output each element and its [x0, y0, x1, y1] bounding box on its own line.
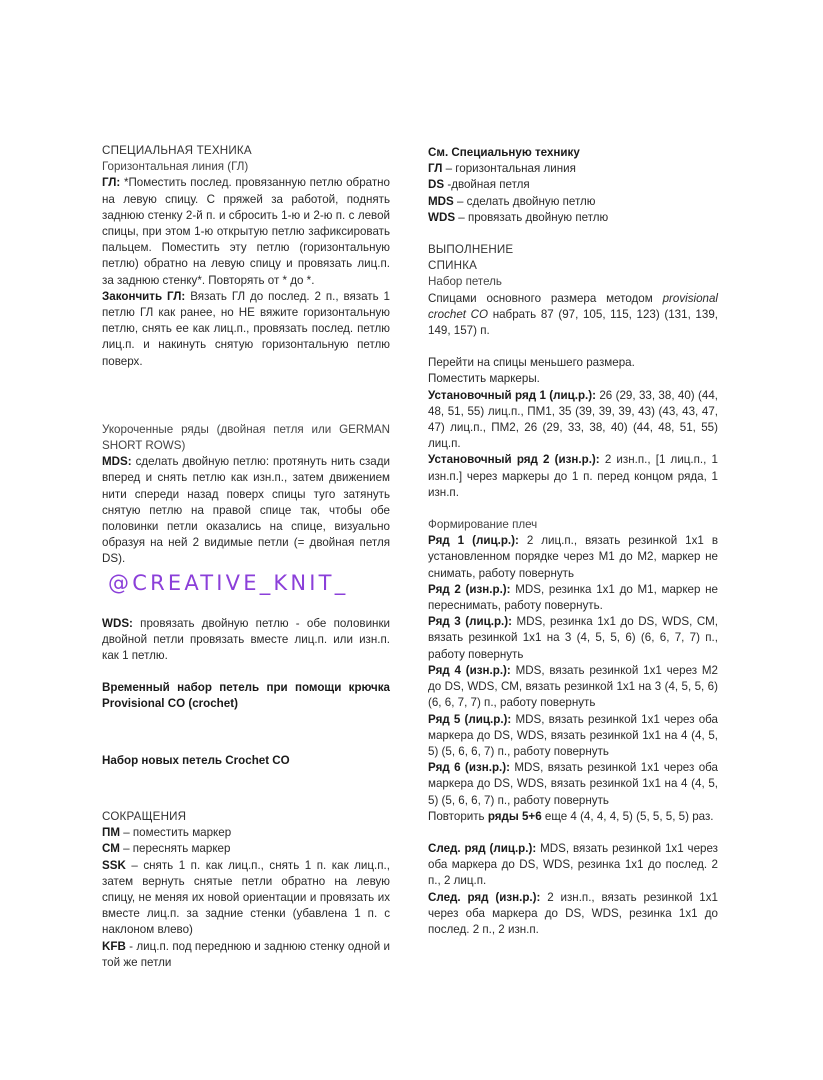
cast-on-title: Набор петель [428, 275, 502, 289]
back-title: СПИНКА [428, 259, 478, 273]
mds-term: MDS: [102, 455, 132, 469]
row-instruction: Ряд 1 (лиц.р.): 2 лиц.п., вязать резинкой 1х1 в установленном порядке через М1 до М2, маркер не снимать, работу повернуть [428, 534, 719, 580]
row-instruction: Ряд 5 (лиц.р.): MDS, вязать резинкой 1х1 через оба маркера до DS, WDS, вязать резинкой 1х1 на 4 (4, 5, 5) (5, 6, 6, 7) п., работу повернуть [428, 712, 718, 758]
right-column [428, 145, 718, 938]
def-item: ГЛ – горизонтальная линия [428, 162, 576, 176]
shoulder-title: Формирование плеч [428, 518, 538, 532]
mds-definition [102, 454, 390, 567]
abbr-title: СОКРАЩЕНИЯ [102, 809, 187, 823]
finish-gl-definition [102, 289, 390, 370]
setup-row-2: Установочный ряд 2 (изн.р.): 2 изн.п., [1 лиц.п., 1 изн.п.] через маркеры до 1 п. перед концом ряда, 1 изн.п. [428, 453, 718, 499]
wds-term: WDS: [102, 616, 133, 630]
row-instruction: Ряд 4 (изн.р.): MDS, вязать резинкой 1х1 через М2 до DS, WDS, СМ, вязать резинкой 1х1 на 3 (4, 5, 5, 6) (6, 6, 7, 7) п., работу повернуть [428, 663, 719, 710]
gl-definition [102, 175, 390, 288]
finish-term: Закончить ГЛ: [102, 289, 186, 303]
repeat-instruction: Повторить ряды 5+6 еще 4 (4, 4, 4, 5) (5, 5, 5, 5) раз. [428, 809, 714, 823]
abbr-item: ПМ – поместить маркер [102, 826, 232, 840]
exec-title: ВЫПОЛНЕНИЕ [428, 243, 514, 257]
provisional-title: Временный набор петель при помощи крючка Provisional CO (crochet) [102, 681, 390, 711]
def-item: WDS – провязать двойную петлю [428, 210, 609, 224]
mds-text: сделать двойную петлю: протянуть нить сзади вперед и снять петлю как изн.п., затем движением нити спереди назад поверх спицы туго затянуть снятую петлю на правой спице так, чтобы обе половинки петли оказались на спице, визуально образуя на ней 2 видимые петли (= двойная петля DS). [102, 455, 390, 566]
watermark-handle: @CREATIVE_KNIT_ [108, 570, 349, 595]
gl-text: *Поместить послед. провязанную петлю обратно на левую спицу. С пряжей за работой, поднять заднюю стенку 2-й п. и сбросить 1-ю и 2-ю п. с левой спицы, при этом 1-ю открытую петлю зафиксировать пальцем. Поместить эту петлю (горизонтальную петлю) обратно на левую спицу и провязать лиц.п. за заднюю стенку*. Повторять от * до *. [102, 176, 390, 287]
next-row-rs: След. ряд (лиц.р.): MDS, вязать резинкой 1х1 через оба маркера до DS, WDS, резинка 1х1 до послед. 2 п., 2 лиц.п. [428, 841, 719, 888]
faint-artifact [102, 370, 390, 382]
place-markers: Поместить маркеры. [428, 372, 540, 386]
finish-text: Вязать ГЛ до послед. 2 п., вязать 1 петлю ГЛ как ранее, но НЕ вяжите горизонтальную петлю, снять ее как лиц.п., провязать послед. петлю лиц.п. и накинуть снятую горизонтальную петлю поверх. [102, 289, 390, 368]
see-special-title: См. Специальную технику [428, 146, 580, 159]
row-instruction: Ряд 6 (изн.р.): MDS, вязать резинкой 1х1 через оба маркера до DS, WDS, вязать резинкой 1х1 на 4 (4, 5, 5) (5, 6, 6, 7) п., работу повернуть [428, 761, 718, 807]
abbr-item: СМ – переснять маркер [102, 842, 231, 856]
gl-term: ГЛ: [102, 176, 121, 190]
row-instruction: Ряд 2 (изн.р.): MDS, резинка 1х1 до М1, маркер не переснимать, работу повернуть. [428, 582, 718, 613]
crochet-co-title: Набор новых петель Crochet CO [102, 753, 290, 767]
abbr-item: KFB - лиц.п. под переднюю и заднюю стенку одной и той же петли [102, 939, 390, 969]
section-title: СПЕЦИАЛЬНАЯ ТЕХНИКА [102, 144, 252, 157]
next-row-ws: След. ряд (изн.р.): 2 изн.п., вязать резинкой 1х1 через оба маркера до DS, WDS, резинка 1х1 до послед. 2 п., 2 изн.п. [428, 890, 718, 936]
setup-row-1: Установочный ряд 1 (лиц.р.): 26 (29, 33, 38, 40) (44, 48, 51, 55) лиц.п., ПМ1, 35 (39, 39, 39, 43) (43, 43, 47, 47) лиц.п., ПМ2, 26 (29, 33, 38, 40) (44, 48, 51, 55) лиц.п. [428, 388, 718, 451]
wds-text: провязать двойную петлю - обе половинки двойной петли провязать вместе лиц.п. или изн.п. как 1 петлю. [102, 616, 390, 663]
abbr-item: SSK – снять 1 п. как лиц.п., снять 1 п. как лиц.п., затем вернуть снятые петли обратно на левую спицу, не меняя их новой ориентации и провязать их вместе лиц.п. за задние стенки (убавлена 1 п. с наклоном влево) [102, 858, 390, 937]
row-instruction: Ряд 3 (лиц.р.): MDS, резинка 1х1 до DS, WDS, СМ, вязать резинкой 1х1 на 3 (4, 5, 5, 6) (6, 6, 7, 7) п., работу повернуть [428, 615, 718, 661]
gl-subtitle: Горизонтальная линия (ГЛ) [102, 160, 249, 174]
short-rows-title: Укороченные ряды (двойная петля или GERMAN SHORT ROWS) [102, 422, 390, 453]
left-column [102, 143, 390, 971]
def-item: MDS – сделать двойную петлю [428, 194, 596, 208]
cast-on-text: Спицами основного размера методом provisional crochet CO набрать 87 (97, 105, 115, 123) (131, 139, 149, 157) п. [428, 291, 718, 338]
wds-definition [102, 616, 390, 665]
switch-needles: Перейти на спицы меньшего размера. [428, 356, 635, 370]
def-item: DS -двойная петля [428, 178, 530, 192]
